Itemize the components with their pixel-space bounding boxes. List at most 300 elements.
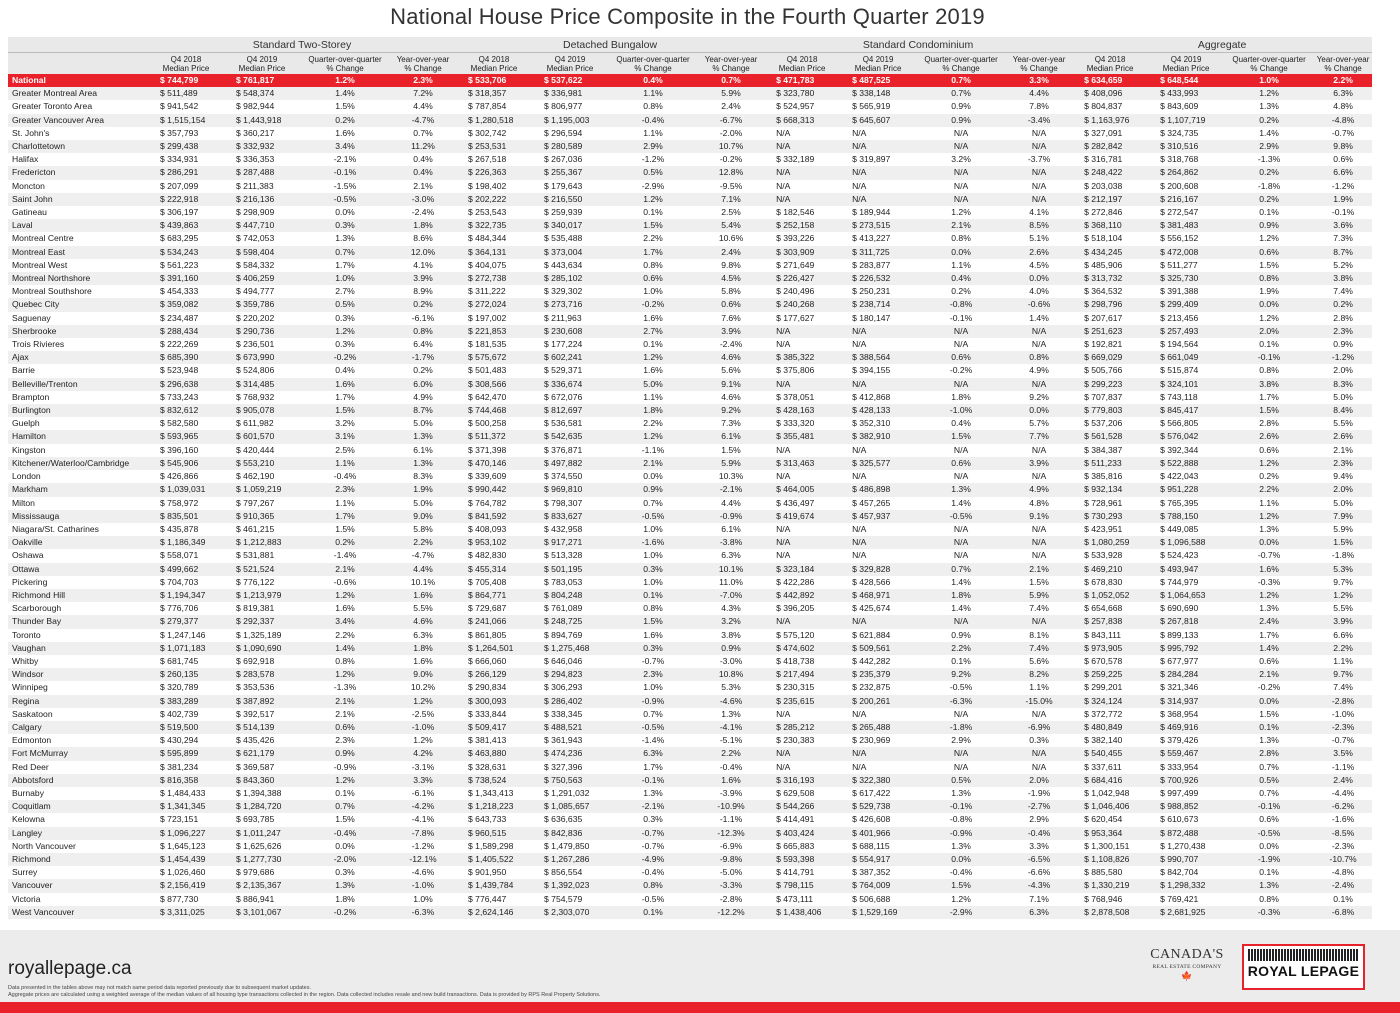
- percent-change-cell: -1.8%: [1224, 180, 1314, 193]
- percent-change-cell: 0.0%: [1224, 298, 1314, 311]
- median-price-cell: $ 463,880: [456, 747, 532, 760]
- median-price-cell: $ 216,550: [532, 193, 608, 206]
- median-price-cell: $ 323,184: [764, 563, 840, 576]
- median-price-cell: N/A: [764, 127, 840, 140]
- percent-change-cell: 7.4%: [1314, 285, 1372, 298]
- percent-change-cell: 5.0%: [390, 497, 456, 510]
- market-name: Oakville: [8, 536, 148, 549]
- percent-change-cell: N/A: [1006, 127, 1072, 140]
- median-price-cell: $ 423,951: [1072, 523, 1148, 536]
- percent-change-cell: 6.3%: [698, 549, 764, 562]
- median-price-cell: $ 953,364: [1072, 827, 1148, 840]
- percent-change-cell: 2.4%: [1224, 615, 1314, 628]
- table-row: [8, 906, 1372, 919]
- median-price-cell: $ 287,488: [224, 166, 300, 179]
- percent-change-cell: N/A: [1006, 193, 1072, 206]
- percent-change-cell: -0.7%: [1314, 734, 1372, 747]
- median-price-cell: $ 203,038: [1072, 180, 1148, 193]
- percent-change-cell: 4.4%: [698, 497, 764, 510]
- column-header-line: Q4 2019: [246, 55, 278, 64]
- percent-change-cell: 0.5%: [300, 298, 390, 311]
- market-name: Halifax: [8, 153, 148, 166]
- percent-change-cell: 3.4%: [300, 615, 390, 628]
- median-price-cell: $ 207,617: [1072, 312, 1148, 325]
- canadas-real-estate-company-logo: [1146, 947, 1228, 982]
- median-price-cell: $ 428,163: [764, 404, 840, 417]
- percent-change-cell: N/A: [916, 615, 1006, 628]
- median-price-cell: $ 690,690: [1148, 602, 1224, 615]
- median-price-cell: $ 707,837: [1072, 391, 1148, 404]
- median-price-cell: $ 728,961: [1072, 497, 1148, 510]
- percent-change-cell: 0.4%: [916, 417, 1006, 430]
- percent-change-cell: 1.4%: [1224, 642, 1314, 655]
- page-title: National House Price Composite in the Fourth Quarter 2019: [390, 4, 985, 29]
- percent-change-cell: 2.6%: [1314, 430, 1372, 443]
- median-price-cell: $ 1,300,151: [1072, 840, 1148, 853]
- median-price-cell: $ 442,282: [840, 655, 916, 668]
- median-price-cell: $ 222,918: [148, 193, 224, 206]
- median-price-cell: $ 951,228: [1148, 483, 1224, 496]
- percent-change-cell: 0.1%: [608, 338, 698, 351]
- median-price-cell: $ 422,286: [764, 576, 840, 589]
- percent-change-cell: 9.0%: [390, 510, 456, 523]
- median-price-cell: $ 470,146: [456, 457, 532, 470]
- percent-change-cell: 3.6%: [1314, 219, 1372, 232]
- percent-change-cell: 2.1%: [916, 219, 1006, 232]
- median-price-cell: $ 259,939: [532, 206, 608, 219]
- median-price-cell: $ 311,725: [840, 246, 916, 259]
- percent-change-cell: 0.8%: [608, 879, 698, 892]
- percent-change-cell: N/A: [916, 140, 1006, 153]
- median-price-cell: $ 1,284,720: [224, 800, 300, 813]
- median-price-cell: $ 804,837: [1072, 100, 1148, 113]
- median-price-cell: $ 1,484,433: [148, 787, 224, 800]
- median-price-cell: $ 729,687: [456, 602, 532, 615]
- median-price-cell: $ 428,566: [840, 576, 916, 589]
- column-header-line: Median Price: [1162, 64, 1210, 73]
- percent-change-cell: 4.4%: [1006, 87, 1072, 100]
- median-price-cell: $ 1,298,332: [1148, 879, 1224, 892]
- median-price-cell: $ 535,488: [532, 232, 608, 245]
- table-row: [8, 734, 1372, 747]
- percent-change-cell: -2.7%: [1006, 800, 1072, 813]
- percent-change-cell: -2.4%: [1314, 879, 1372, 892]
- median-price-cell: $ 558,071: [148, 549, 224, 562]
- percent-change-cell: N/A: [1006, 470, 1072, 483]
- percent-change-cell: 1.2%: [916, 206, 1006, 219]
- median-price-cell: $ 693,785: [224, 813, 300, 826]
- median-price-cell: $ 198,402: [456, 180, 532, 193]
- median-price-cell: $ 901,950: [456, 866, 532, 879]
- percent-change-cell: 2.3%: [300, 734, 390, 747]
- percent-change-cell: -1.8%: [1314, 549, 1372, 562]
- median-price-cell: $ 798,307: [532, 497, 608, 510]
- median-price-cell: $ 842,704: [1148, 866, 1224, 879]
- table-row: [8, 615, 1372, 628]
- median-price-cell: N/A: [840, 166, 916, 179]
- median-price-cell: $ 461,215: [224, 523, 300, 536]
- median-price-cell: $ 842,836: [532, 827, 608, 840]
- percent-change-cell: -12.3%: [698, 827, 764, 840]
- median-price-cell: $ 412,868: [840, 391, 916, 404]
- percent-change-cell: 6.6%: [1314, 166, 1372, 179]
- percent-change-cell: 5.0%: [1314, 391, 1372, 404]
- percent-change-cell: 1.8%: [300, 893, 390, 906]
- percent-change-cell: 2.6%: [1224, 430, 1314, 443]
- median-price-cell: N/A: [764, 708, 840, 721]
- percent-change-cell: 5.3%: [698, 681, 764, 694]
- median-price-cell: $ 529,738: [840, 800, 916, 813]
- percent-change-cell: -0.3%: [1224, 906, 1314, 919]
- median-price-cell: $ 668,313: [764, 114, 840, 127]
- percent-change-cell: -0.7%: [608, 655, 698, 668]
- percent-change-cell: -0.2%: [916, 364, 1006, 377]
- median-price-cell: $ 1,026,460: [148, 866, 224, 879]
- median-price-cell: $ 1,264,501: [456, 642, 532, 655]
- median-price-cell: $ 1,195,003: [532, 114, 608, 127]
- median-price-cell: $ 336,353: [224, 153, 300, 166]
- median-price-cell: $ 257,838: [1072, 615, 1148, 628]
- percent-change-cell: 0.9%: [698, 642, 764, 655]
- market-name: Regina: [8, 695, 148, 708]
- median-price-cell: $ 798,115: [764, 879, 840, 892]
- median-price-cell: $ 1,218,223: [456, 800, 532, 813]
- percent-change-cell: 5.6%: [1006, 655, 1072, 668]
- percent-change-cell: 1.2%: [300, 589, 390, 602]
- median-price-cell: $ 474,236: [532, 747, 608, 760]
- median-price-cell: $ 776,122: [224, 576, 300, 589]
- median-price-cell: $ 2,878,508: [1072, 906, 1148, 919]
- percent-change-cell: 0.8%: [1224, 893, 1314, 906]
- median-price-cell: $ 899,133: [1148, 629, 1224, 642]
- median-price-cell: $ 180,147: [840, 312, 916, 325]
- median-price-cell: $ 212,197: [1072, 193, 1148, 206]
- percent-change-cell: 1.2%: [1224, 510, 1314, 523]
- percent-change-cell: 7.4%: [1314, 681, 1372, 694]
- median-price-cell: $ 979,686: [224, 866, 300, 879]
- table-row: [8, 576, 1372, 589]
- median-price-cell: $ 272,738: [456, 272, 532, 285]
- percent-change-cell: 2.7%: [608, 325, 698, 338]
- median-price-cell: N/A: [840, 536, 916, 549]
- percent-change-cell: 1.3%: [1224, 734, 1314, 747]
- column-header: [916, 53, 1006, 75]
- median-price-cell: $ 324,735: [1148, 127, 1224, 140]
- median-price-cell: $ 306,197: [148, 206, 224, 219]
- percent-change-cell: N/A: [916, 166, 1006, 179]
- median-price-cell: $ 513,328: [532, 549, 608, 562]
- median-price-cell: $ 325,730: [1148, 272, 1224, 285]
- median-price-cell: $ 253,543: [456, 206, 532, 219]
- median-price-cell: $ 1,438,406: [764, 906, 840, 919]
- percent-change-cell: -0.4%: [1006, 827, 1072, 840]
- median-price-cell: $ 333,954: [1148, 761, 1224, 774]
- table-row: [8, 774, 1372, 787]
- market-name: Trois Rivieres: [8, 338, 148, 351]
- median-price-cell: N/A: [764, 470, 840, 483]
- column-header-row: [8, 53, 1372, 75]
- percent-change-cell: -12.2%: [698, 906, 764, 919]
- percent-change-cell: 3.9%: [1314, 615, 1372, 628]
- median-price-cell: $ 454,333: [148, 285, 224, 298]
- median-price-cell: $ 1,394,388: [224, 787, 300, 800]
- percent-change-cell: 0.5%: [608, 166, 698, 179]
- column-header-line: Quarter-over-quarter: [616, 55, 690, 64]
- percent-change-cell: -0.8%: [916, 298, 1006, 311]
- median-price-cell: $ 561,223: [148, 259, 224, 272]
- column-header-line: Year-over-year: [704, 55, 758, 64]
- percent-change-cell: 4.4%: [390, 563, 456, 576]
- table-row: [8, 298, 1372, 311]
- percent-change-cell: 1.2%: [300, 325, 390, 338]
- percent-change-cell: N/A: [1006, 761, 1072, 774]
- percent-change-cell: 2.0%: [1314, 364, 1372, 377]
- median-price-cell: $ 299,409: [1148, 298, 1224, 311]
- median-price-cell: $ 1,325,189: [224, 629, 300, 642]
- market-name: Ottawa: [8, 563, 148, 576]
- market-name: Greater Toronto Area: [8, 100, 148, 113]
- percent-change-cell: 1.6%: [300, 378, 390, 391]
- median-price-cell: $ 1,275,468: [532, 642, 608, 655]
- percent-change-cell: N/A: [1006, 140, 1072, 153]
- column-header-line: Median Price: [854, 64, 902, 73]
- column-header-line: Year-over-year: [1316, 55, 1370, 64]
- median-price-cell: $ 455,314: [456, 563, 532, 576]
- percent-change-cell: 9.1%: [1006, 510, 1072, 523]
- median-price-cell: $ 282,842: [1072, 140, 1148, 153]
- percent-change-cell: 2.2%: [916, 642, 1006, 655]
- median-price-cell: $ 670,578: [1072, 655, 1148, 668]
- median-price-cell: $ 990,707: [1148, 853, 1224, 866]
- table-row: [8, 232, 1372, 245]
- median-price-cell: $ 621,884: [840, 629, 916, 642]
- median-price-cell: $ 334,931: [148, 153, 224, 166]
- median-price-cell: $ 511,277: [1148, 259, 1224, 272]
- website-link[interactable]: royallepage.ca: [8, 958, 132, 979]
- percent-change-cell: 3.3%: [390, 774, 456, 787]
- median-price-cell: $ 302,742: [456, 127, 532, 140]
- percent-change-cell: 0.9%: [1314, 338, 1372, 351]
- median-price-cell: $ 1,625,626: [224, 840, 300, 853]
- column-header: [532, 53, 608, 75]
- median-price-cell: $ 593,398: [764, 853, 840, 866]
- median-price-cell: $ 308,566: [456, 378, 532, 391]
- percent-change-cell: 1.0%: [608, 681, 698, 694]
- percent-change-cell: 0.2%: [1224, 193, 1314, 206]
- percent-change-cell: 1.3%: [300, 879, 390, 892]
- percent-change-cell: N/A: [1006, 549, 1072, 562]
- median-price-cell: $ 285,212: [764, 721, 840, 734]
- percent-change-cell: 0.1%: [1224, 206, 1314, 219]
- percent-change-cell: 1.1%: [300, 457, 390, 470]
- median-price-cell: $ 743,118: [1148, 391, 1224, 404]
- median-price-cell: $ 236,501: [224, 338, 300, 351]
- percent-change-cell: 0.0%: [916, 853, 1006, 866]
- median-price-cell: $ 576,042: [1148, 430, 1224, 443]
- percent-change-cell: 5.9%: [1006, 589, 1072, 602]
- table-row: [8, 549, 1372, 562]
- column-header-line: % Change: [1324, 64, 1362, 73]
- median-price-cell: $ 299,223: [1072, 378, 1148, 391]
- column-header-line: Q4 2018: [786, 55, 818, 64]
- median-price-cell: N/A: [764, 325, 840, 338]
- median-price-cell: $ 1,267,286: [532, 853, 608, 866]
- percent-change-cell: 0.8%: [1224, 272, 1314, 285]
- percent-change-cell: -10.7%: [1314, 853, 1372, 866]
- percent-change-cell: N/A: [1006, 180, 1072, 193]
- median-price-cell: $ 216,136: [224, 193, 300, 206]
- percent-change-cell: 9.8%: [698, 259, 764, 272]
- percent-change-cell: N/A: [1006, 536, 1072, 549]
- median-price-cell: $ 442,892: [764, 589, 840, 602]
- table-header: [8, 37, 1372, 74]
- market-name: Markham: [8, 483, 148, 496]
- market-name: Calgary: [8, 721, 148, 734]
- percent-change-cell: 9.4%: [1314, 470, 1372, 483]
- table-row: [8, 747, 1372, 760]
- percent-change-cell: N/A: [916, 470, 1006, 483]
- percent-change-cell: -3.1%: [390, 761, 456, 774]
- percent-change-cell: 7.3%: [698, 417, 764, 430]
- table-row: [8, 800, 1372, 813]
- median-price-cell: $ 230,969: [840, 734, 916, 747]
- percent-change-cell: 7.2%: [390, 87, 456, 100]
- percent-change-cell: 2.8%: [1224, 747, 1314, 760]
- percent-change-cell: 1.2%: [300, 774, 390, 787]
- median-price-cell: $ 634,659: [1072, 74, 1148, 87]
- median-price-cell: $ 1,270,438: [1148, 840, 1224, 853]
- percent-change-cell: 9.2%: [916, 668, 1006, 681]
- median-price-cell: $ 1,046,406: [1072, 800, 1148, 813]
- percent-change-cell: 0.3%: [1006, 734, 1072, 747]
- median-price-cell: $ 1,443,918: [224, 114, 300, 127]
- percent-change-cell: 1.0%: [608, 576, 698, 589]
- median-price-cell: $ 288,434: [148, 325, 224, 338]
- percent-change-cell: 8.7%: [1314, 246, 1372, 259]
- column-header-line: % Change: [1250, 64, 1288, 73]
- percent-change-cell: 7.4%: [1006, 642, 1072, 655]
- percent-change-cell: 1.2%: [1224, 87, 1314, 100]
- percent-change-cell: -1.2%: [1314, 180, 1372, 193]
- median-price-cell: $ 194,564: [1148, 338, 1224, 351]
- median-price-cell: $ 381,483: [1148, 219, 1224, 232]
- median-price-cell: $ 364,532: [1072, 285, 1148, 298]
- percent-change-cell: 0.7%: [1224, 761, 1314, 774]
- percent-change-cell: 4.0%: [1006, 285, 1072, 298]
- median-price-cell: $ 332,932: [224, 140, 300, 153]
- median-price-cell: $ 179,643: [532, 180, 608, 193]
- percent-change-cell: 0.1%: [1224, 721, 1314, 734]
- percent-change-cell: 1.5%: [1006, 576, 1072, 589]
- percent-change-cell: 1.3%: [1224, 100, 1314, 113]
- median-price-cell: $ 750,563: [532, 774, 608, 787]
- percent-change-cell: 0.2%: [300, 536, 390, 549]
- median-price-cell: $ 267,518: [456, 153, 532, 166]
- table-row: [8, 417, 1372, 430]
- percent-change-cell: N/A: [916, 523, 1006, 536]
- percent-change-cell: 1.2%: [1224, 589, 1314, 602]
- median-price-cell: $ 1,213,979: [224, 589, 300, 602]
- market-name: Kingston: [8, 444, 148, 457]
- median-price-cell: $ 1,247,146: [148, 629, 224, 642]
- footnote-2: Aggregate prices are calculated using a weighted average of the median values of all housing type transactions collected in the region. Data collected includes resale and new build transactions. Data is provided by RPS Real Property Solutions.: [8, 992, 601, 998]
- median-price-cell: $ 333,320: [764, 417, 840, 430]
- median-price-cell: $ 779,803: [1072, 404, 1148, 417]
- percent-change-cell: 1.5%: [1314, 536, 1372, 549]
- median-price-cell: $ 620,454: [1072, 813, 1148, 826]
- median-price-cell: $ 1,515,154: [148, 114, 224, 127]
- percent-change-cell: 0.0%: [1224, 536, 1314, 549]
- table-row: [8, 589, 1372, 602]
- percent-change-cell: 1.5%: [608, 219, 698, 232]
- median-price-cell: $ 575,672: [456, 351, 532, 364]
- market-name: West Vancouver: [8, 906, 148, 919]
- median-price-cell: $ 960,515: [456, 827, 532, 840]
- percent-change-cell: -0.4%: [300, 470, 390, 483]
- median-price-cell: $ 387,892: [224, 695, 300, 708]
- percent-change-cell: 1.4%: [300, 642, 390, 655]
- table-row: [8, 325, 1372, 338]
- median-price-cell: $ 414,491: [764, 813, 840, 826]
- median-price-cell: $ 271,649: [764, 259, 840, 272]
- percent-change-cell: 1.3%: [1224, 879, 1314, 892]
- column-header-line: % Change: [712, 64, 750, 73]
- median-price-cell: $ 207,099: [148, 180, 224, 193]
- median-price-cell: $ 518,104: [1072, 232, 1148, 245]
- median-price-cell: $ 537,206: [1072, 417, 1148, 430]
- column-header-line: % Change: [1020, 64, 1058, 73]
- table-row: [8, 100, 1372, 113]
- percent-change-cell: 1.0%: [390, 893, 456, 906]
- percent-change-cell: -0.9%: [698, 510, 764, 523]
- median-price-cell: $ 700,926: [1148, 774, 1224, 787]
- percent-change-cell: 10.7%: [698, 140, 764, 153]
- percent-change-cell: 2.7%: [300, 285, 390, 298]
- median-price-cell: $ 788,150: [1148, 510, 1224, 523]
- median-price-cell: $ 430,294: [148, 734, 224, 747]
- median-price-cell: $ 519,500: [148, 721, 224, 734]
- market-name: London: [8, 470, 148, 483]
- median-price-cell: $ 439,863: [148, 219, 224, 232]
- median-price-cell: $ 189,944: [840, 206, 916, 219]
- median-price-cell: $ 378,051: [764, 391, 840, 404]
- percent-change-cell: -6.9%: [1006, 721, 1072, 734]
- market-name: Langley: [8, 827, 148, 840]
- table-row: [8, 827, 1372, 840]
- median-price-cell: $ 521,524: [224, 563, 300, 576]
- percent-change-cell: 9.2%: [698, 404, 764, 417]
- median-price-cell: $ 376,871: [532, 444, 608, 457]
- percent-change-cell: 0.9%: [608, 483, 698, 496]
- percent-change-cell: 2.2%: [300, 629, 390, 642]
- median-price-cell: $ 501,195: [532, 563, 608, 576]
- percent-change-cell: 1.6%: [1224, 563, 1314, 576]
- percent-change-cell: 1.1%: [608, 391, 698, 404]
- median-price-cell: $ 556,152: [1148, 232, 1224, 245]
- market-name: Toronto: [8, 629, 148, 642]
- median-price-cell: $ 314,937: [1148, 695, 1224, 708]
- market-name: Kitchener/Waterloo/Cambridge: [8, 457, 148, 470]
- median-price-cell: $ 787,854: [456, 100, 532, 113]
- percent-change-cell: 9.1%: [698, 378, 764, 391]
- percent-change-cell: -7.0%: [698, 589, 764, 602]
- percent-change-cell: 1.2%: [1314, 589, 1372, 602]
- logo-tagline-big: CANADA'S: [1150, 947, 1224, 962]
- percent-change-cell: N/A: [1006, 708, 1072, 721]
- table-row: [8, 153, 1372, 166]
- table-row: [8, 259, 1372, 272]
- percent-change-cell: N/A: [916, 338, 1006, 351]
